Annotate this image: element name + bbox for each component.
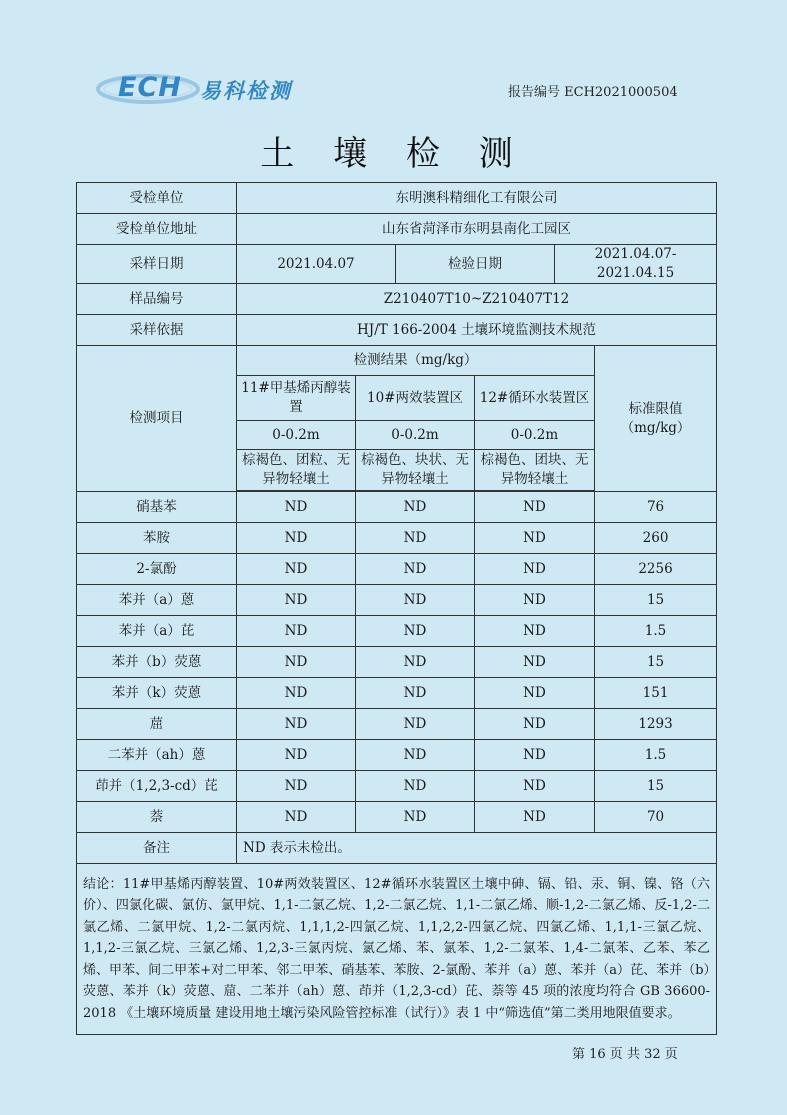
- result-row: [77, 678, 717, 709]
- basis-value: HJ/T 166-2004 土壤环境监测技术规范: [237, 315, 717, 346]
- info-row-address: [77, 214, 717, 245]
- result-value-site-2: ND: [356, 585, 475, 616]
- logo-chinese-text: 易科检测: [200, 79, 292, 103]
- result-value-site-1: ND: [237, 554, 356, 585]
- results-header-row: [77, 346, 717, 376]
- result-row: [77, 709, 717, 740]
- note-value: ND 表示未检出。: [237, 833, 717, 864]
- result-value-site-2: ND: [356, 678, 475, 709]
- result-value-site-3: ND: [475, 523, 595, 554]
- result-row: [77, 616, 717, 647]
- company-logo: [96, 66, 326, 108]
- result-limit: 70: [595, 802, 717, 833]
- result-value-site-3: ND: [475, 802, 595, 833]
- note-row: [77, 833, 717, 864]
- test-report-table: [76, 182, 717, 1035]
- result-limit: 2256: [595, 554, 717, 585]
- result-item: 苯并（a）芘: [77, 616, 237, 647]
- result-value-site-1: ND: [237, 585, 356, 616]
- result-row: [77, 585, 717, 616]
- item-header: 检测项目: [77, 346, 237, 492]
- result-value-site-1: ND: [237, 616, 356, 647]
- info-row-sample-no: [77, 284, 717, 315]
- page-number: 第 16 页 共 32 页: [572, 1047, 678, 1062]
- site-name-3: 12#循环水装置区: [475, 376, 595, 421]
- result-limit: 151: [595, 678, 717, 709]
- result-value-site-3: ND: [475, 554, 595, 585]
- conclusion-text: 结论：11#甲基烯丙醇装置、10#两效装置区、12#循环水装置区土壤中砷、镉、铅、汞、铜、镍、铬（六价）、四氯化碳、氯仿、氯甲烷、1,1-二氯乙烷、1,2-二氯乙烷、1,1-二氯乙烯、顺-1,2-二氯乙烯、反-1,2-二氯乙烯、二氯甲烷、1,2-二氯丙烷、1,1,1,2-四氯乙烷、1,1,2,2-四氯乙烷、四氯乙烯、1,1,1-三氯乙烷、1,1,2-三氯乙烷、三氯乙烯、1,2,3-三氯丙烷、氯乙烯、苯、氯苯、1,2-二氯苯、1,4-二氯苯、乙苯、苯乙烯、甲苯、间二甲苯+对二甲苯、邻二甲苯、硝基苯、苯胺、2-氯酚、苯并（a）蒽、苯并（a）芘、苯并（b）荧蒽、苯并（k）荧蒽、䓛、二苯并（ah）蒽、茚并（1,2,3-cd）芘、萘等 45 项的浓度均符合 GB 36600-2018 《土壤环境质量 建设用地土壤污染风险管控标准（试行）》表 1 中“筛选值”第二类用地限值要求。: [77, 864, 717, 1035]
- result-row: [77, 492, 717, 523]
- result-item: 硝基苯: [77, 492, 237, 523]
- report-number: 报告编号 ECH2021000504: [508, 85, 678, 100]
- result-row: [77, 771, 717, 802]
- logo-latin-text: ECH: [118, 72, 182, 103]
- site-depth-2: 0-0.2m: [356, 421, 475, 450]
- result-value-site-1: ND: [237, 802, 356, 833]
- result-value-site-2: ND: [356, 554, 475, 585]
- result-limit: 1293: [595, 709, 717, 740]
- site-desc-3: 棕褐色、团块、无异物轻壤土: [475, 450, 595, 491]
- result-value-site-3: ND: [475, 678, 595, 709]
- result-limit: 15: [595, 771, 717, 802]
- result-value-site-2: ND: [356, 616, 475, 647]
- result-item: 苯胺: [77, 523, 237, 554]
- result-value-site-2: ND: [356, 740, 475, 771]
- result-value-site-2: ND: [356, 523, 475, 554]
- result-item: 二苯并（ah）蒽: [77, 740, 237, 771]
- info-row-unit: [77, 183, 717, 214]
- result-value-site-3: ND: [475, 492, 595, 523]
- result-value-site-3: ND: [475, 740, 595, 771]
- result-row: [77, 740, 717, 771]
- test-date-label: 检验日期: [396, 245, 555, 284]
- result-value-site-3: ND: [475, 647, 595, 678]
- result-value-site-1: ND: [237, 647, 356, 678]
- result-value-site-2: ND: [356, 709, 475, 740]
- site-depth-1: 0-0.2m: [237, 421, 356, 450]
- result-value-site-3: ND: [475, 709, 595, 740]
- info-row-basis: [77, 315, 717, 346]
- result-limit: 15: [595, 585, 717, 616]
- result-row: [77, 802, 717, 833]
- sample-no-value: Z210407T10~Z210407T12: [237, 284, 717, 315]
- basis-label: 采样依据: [77, 315, 237, 346]
- result-item: 苯并（b）荧蒽: [77, 647, 237, 678]
- result-row: [77, 523, 717, 554]
- note-label: 备注: [77, 833, 237, 864]
- result-value-site-3: ND: [475, 616, 595, 647]
- document-title: 土 壤 检 测: [260, 134, 527, 174]
- result-item: 茚并（1,2,3-cd）芘: [77, 771, 237, 802]
- conclusion-row: [77, 864, 717, 1035]
- result-rows: [77, 492, 717, 833]
- unit-label: 受检单位: [77, 183, 237, 214]
- site-name-2: 10#两效装置区: [356, 376, 475, 421]
- result-value-site-2: ND: [356, 647, 475, 678]
- result-item: 苯并（k）荧蒽: [77, 678, 237, 709]
- site-desc-2: 棕褐色、块状、无异物轻壤土: [356, 450, 475, 491]
- result-value-site-1: ND: [237, 492, 356, 523]
- result-value-site-3: ND: [475, 585, 595, 616]
- result-header: 检测结果（mg/kg）: [237, 346, 595, 376]
- result-limit: 76: [595, 492, 717, 523]
- address-label: 受检单位地址: [77, 214, 237, 245]
- address-value: 山东省菏泽市东明县南化工园区: [237, 214, 717, 245]
- result-limit: 260: [595, 523, 717, 554]
- result-value-site-3: ND: [475, 771, 595, 802]
- result-value-site-2: ND: [356, 802, 475, 833]
- unit-value: 东明澳科精细化工有限公司: [237, 183, 717, 214]
- result-item: 2-氯酚: [77, 554, 237, 585]
- test-date-value: 2021.04.07-2021.04.15: [555, 245, 717, 284]
- result-limit: 1.5: [595, 740, 717, 771]
- result-limit: 1.5: [595, 616, 717, 647]
- result-limit: 15: [595, 647, 717, 678]
- result-item: 苯并（a）蒽: [77, 585, 237, 616]
- info-row-dates: [77, 245, 717, 284]
- result-value-site-2: ND: [356, 771, 475, 802]
- limit-header: 标准限值 （mg/kg）: [595, 346, 717, 492]
- result-value-site-1: ND: [237, 740, 356, 771]
- result-value-site-1: ND: [237, 709, 356, 740]
- result-value-site-1: ND: [237, 771, 356, 802]
- site-name-1: 11#甲基烯丙醇装置: [237, 376, 356, 421]
- result-item: 萘: [77, 802, 237, 833]
- sample-date-value: 2021.04.07: [237, 245, 396, 284]
- sample-no-label: 样品编号: [77, 284, 237, 315]
- result-row: [77, 647, 717, 678]
- sample-date-label: 采样日期: [77, 245, 237, 284]
- result-value-site-2: ND: [356, 492, 475, 523]
- result-value-site-1: ND: [237, 523, 356, 554]
- result-value-site-1: ND: [237, 678, 356, 709]
- site-depth-3: 0-0.2m: [475, 421, 595, 450]
- result-item: 䓛: [77, 709, 237, 740]
- site-desc-1: 棕褐色、团粒、无异物轻壤土: [237, 450, 356, 491]
- result-row: [77, 554, 717, 585]
